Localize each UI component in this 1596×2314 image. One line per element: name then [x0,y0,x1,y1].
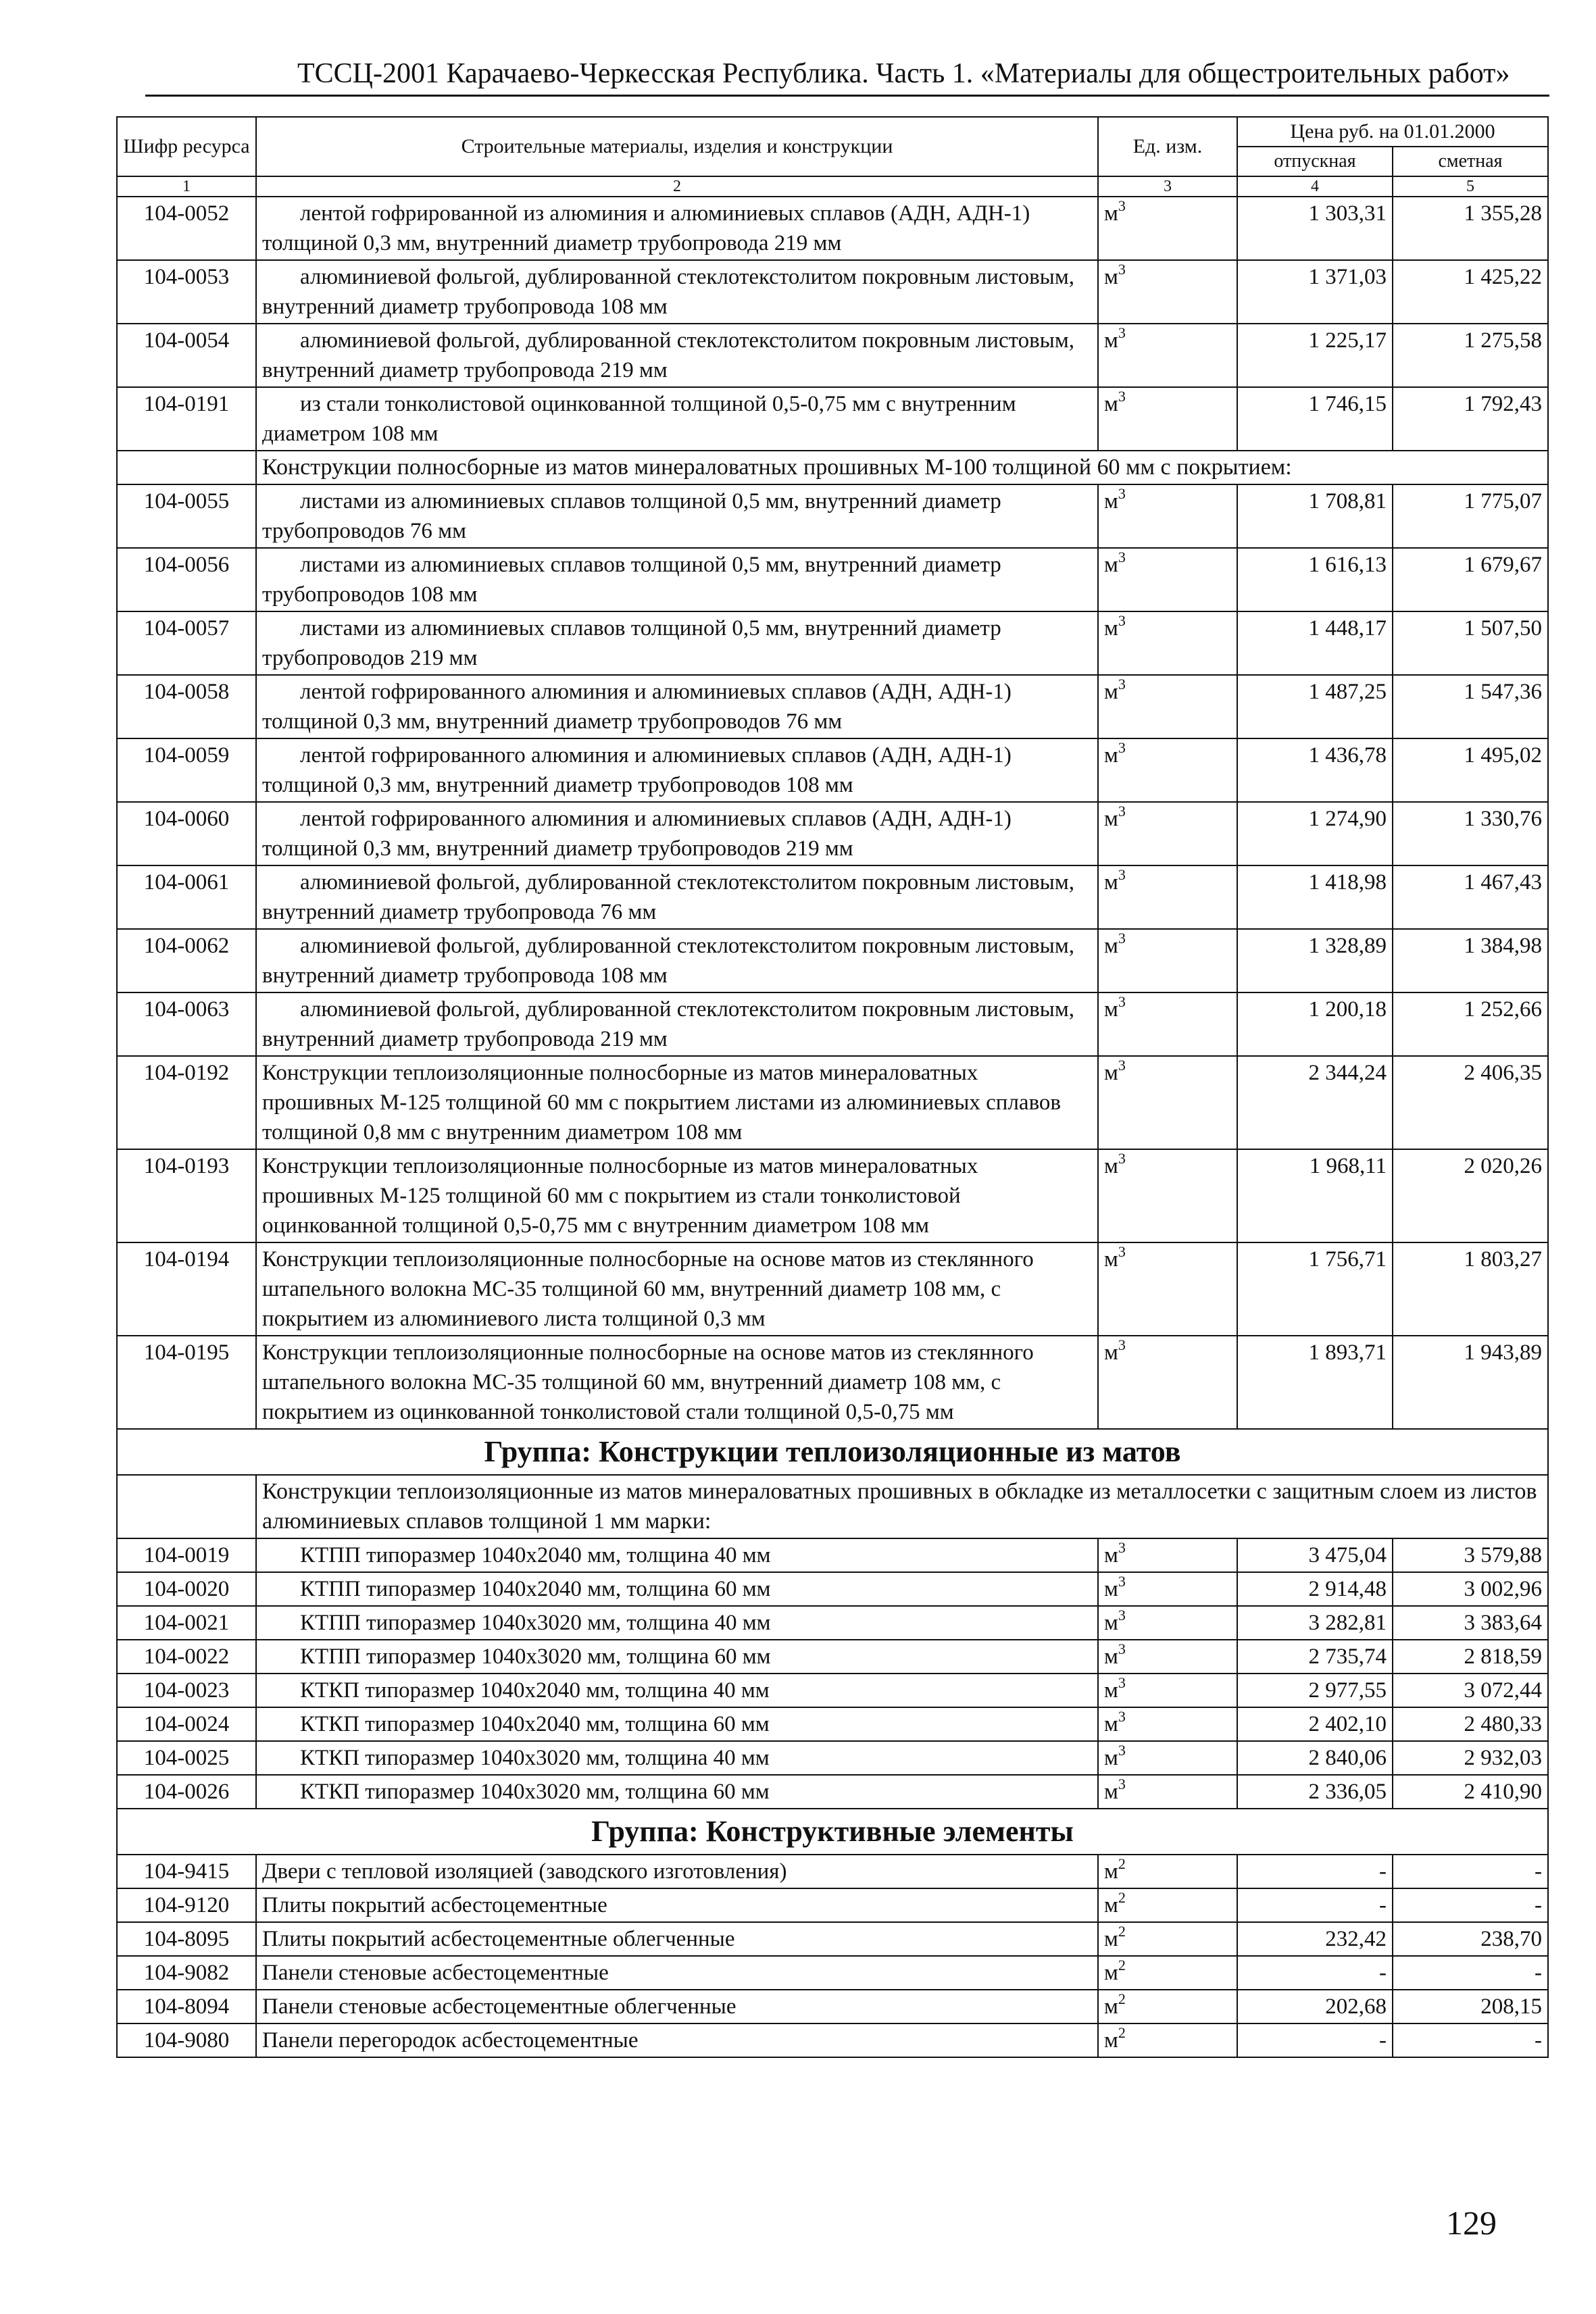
unit-label: м [1104,201,1118,226]
resource-name: КТКП типоразмер 1040х2040 мм, толщина 40 мм [256,1674,1098,1707]
release-price: 3 282,81 [1237,1606,1393,1640]
estimate-price: 1 943,89 [1393,1336,1548,1429]
table-row [117,675,1548,738]
section-code-blank [117,1475,256,1538]
group-heading: Группа: Конструктивные элементы [117,1809,1548,1855]
release-price: 3 475,04 [1237,1538,1393,1572]
resource-name: алюминиевой фольгой, дублированной стеклотекстолитом покровным листовым, внутренний диаметр трубопровода 76 мм [256,865,1098,929]
column-index: 5 [1393,176,1548,197]
unit-exponent: 3 [1118,1607,1126,1624]
unit-label: м [1104,1893,1118,1917]
unit-exponent: 3 [1118,993,1126,1010]
resource-name: листами из алюминиевых сплавов толщиной 0,5 мм, внутренний диаметр трубопроводов 108 мм [256,548,1098,611]
resource-code: 104-9120 [117,1888,256,1922]
estimate-price: 2 818,59 [1393,1640,1548,1674]
unit-label: м [1104,489,1118,513]
unit-cell [1098,802,1237,865]
table-row [117,1572,1548,1606]
table-body [117,197,1548,2057]
column-header-name: Строительные материалы, изделия и конструкции [256,117,1098,176]
estimate-price: 1 467,43 [1393,865,1548,929]
resource-name: Панели перегородок асбестоцементные [256,2023,1098,2057]
unit-label: м [1104,265,1118,289]
resource-name: листами из алюминиевых сплавов толщиной 0,5 мм, внутренний диаметр трубопроводов 219 мм [256,611,1098,675]
table-row [117,738,1548,802]
unit-exponent: 3 [1118,739,1126,756]
unit-label: м [1104,1927,1118,1951]
unit-label: м [1104,807,1118,831]
resource-name: Конструкции теплоизоляционные полносборные из матов минераловатных прошивных М-125 толщиной 60 мм с покрытием из стали тонколистовой оцинкованной толщиной 0,5-0,75 мм с внутренним диаметром 108 мм [256,1149,1098,1242]
resource-name: лентой гофрированной из алюминия и алюминиевых сплавов (АДН, АДН-1) толщиной 0,3 мм, внутренний диаметр трубопровода 219 мм [256,197,1098,260]
estimate-price: 1 330,76 [1393,802,1548,865]
table-row [117,197,1548,260]
resource-name: КТПП типоразмер 1040х2040 мм, толщина 40 мм [256,1538,1098,1572]
unit-cell [1098,548,1237,611]
estimate-price: 1 547,36 [1393,675,1548,738]
column-header-code: Шифр ресурса [117,117,256,176]
unit-exponent: 2 [1118,1990,1126,2007]
resource-code: 104-0021 [117,1606,256,1640]
section-row [117,451,1548,484]
unit-cell [1098,1775,1237,1809]
column-index: 3 [1098,176,1237,197]
unit-label: м [1104,1154,1118,1178]
table-row [117,865,1548,929]
release-price: 1 274,90 [1237,802,1393,865]
unit-exponent: 3 [1118,549,1126,565]
column-index-row [117,176,1548,197]
release-price: 2 840,06 [1237,1741,1393,1775]
unit-label: м [1104,2028,1118,2053]
estimate-price: 3 002,96 [1393,1572,1548,1606]
resource-code: 104-0062 [117,929,256,992]
unit-label: м [1104,616,1118,640]
resource-code: 104-0026 [117,1775,256,1809]
resource-name: Плиты покрытий асбестоцементные облегченные [256,1922,1098,1956]
resource-name: КТКП типоразмер 1040х3020 мм, толщина 60 мм [256,1775,1098,1809]
resource-code: 104-0060 [117,802,256,865]
table-row [117,1242,1548,1336]
release-price: 1 756,71 [1237,1242,1393,1336]
unit-exponent: 2 [1118,1889,1126,1906]
table-row [117,992,1548,1056]
unit-label: м [1104,1644,1118,1669]
page-number: 129 [1446,2204,1497,2242]
resource-code: 104-0195 [117,1336,256,1429]
unit-exponent: 3 [1118,1674,1126,1691]
unit-cell [1098,1922,1237,1956]
unit-exponent: 3 [1118,1057,1126,1074]
column-index: 1 [117,176,256,197]
estimate-price: 3 072,44 [1393,1674,1548,1707]
resource-code: 104-0056 [117,548,256,611]
release-price: - [1237,1855,1393,1888]
release-price: 1 436,78 [1237,738,1393,802]
release-price: 2 735,74 [1237,1640,1393,1674]
unit-exponent: 3 [1118,197,1126,214]
unit-exponent: 3 [1118,324,1126,341]
estimate-price: 1 775,07 [1393,484,1548,548]
table-row [117,929,1548,992]
unit-exponent: 3 [1118,1539,1126,1556]
unit-label: м [1104,1859,1118,1884]
release-price: - [1237,2023,1393,2057]
unit-exponent: 2 [1118,1855,1126,1872]
section-heading: Конструкции полносборные из матов минераловатных прошивных М-100 толщиной 60 мм с покрытием: [256,451,1548,484]
table-row [117,1956,1548,1990]
section-row [117,1475,1548,1538]
section-code-blank [117,451,256,484]
table-row [117,260,1548,324]
release-price: 1 893,71 [1237,1336,1393,1429]
estimate-price: 208,15 [1393,1990,1548,2023]
release-price: - [1237,1956,1393,1990]
table-row [117,1741,1548,1775]
unit-cell [1098,1855,1237,1888]
release-price: 1 708,81 [1237,484,1393,548]
resource-name: Плиты покрытий асбестоцементные [256,1888,1098,1922]
resource-code: 104-0053 [117,260,256,324]
resource-name: алюминиевой фольгой, дублированной стеклотекстолитом покровным листовым, внутренний диаметр трубопровода 219 мм [256,324,1098,387]
column-header-price: Цена руб. на 01.01.2000 [1237,117,1548,147]
resource-code: 104-0055 [117,484,256,548]
unit-exponent: 3 [1118,1573,1126,1590]
unit-exponent: 3 [1118,866,1126,883]
estimate-price: 238,70 [1393,1922,1548,1956]
table-row [117,1674,1548,1707]
unit-cell [1098,260,1237,324]
unit-exponent: 3 [1118,1150,1126,1167]
estimate-price: 1 679,67 [1393,548,1548,611]
table-header-row [117,117,1548,147]
unit-label: м [1104,1611,1118,1635]
release-price: 232,42 [1237,1922,1393,1956]
unit-cell [1098,1606,1237,1640]
unit-label: м [1104,1994,1118,2019]
resource-name: КТПП типоразмер 1040х3020 мм, толщина 60 мм [256,1640,1098,1674]
unit-cell [1098,387,1237,451]
unit-label: м [1104,1543,1118,1567]
unit-label: м [1104,1961,1118,1985]
unit-cell [1098,611,1237,675]
estimate-price: 3 579,88 [1393,1538,1548,1572]
estimate-price: 1 792,43 [1393,387,1548,451]
estimate-price: 2 932,03 [1393,1741,1548,1775]
resource-code: 104-0192 [117,1056,256,1149]
resource-code: 104-0058 [117,675,256,738]
unit-label: м [1104,1746,1118,1770]
unit-cell [1098,1707,1237,1741]
unit-exponent: 3 [1118,1640,1126,1657]
table-row [117,1775,1548,1809]
unit-exponent: 3 [1118,1243,1126,1260]
unit-cell [1098,1640,1237,1674]
resource-code: 104-0063 [117,992,256,1056]
release-price: 202,68 [1237,1990,1393,2023]
resource-code: 104-9080 [117,2023,256,2057]
resource-code: 104-0193 [117,1149,256,1242]
unit-cell [1098,1538,1237,1572]
resource-name: лентой гофрированного алюминия и алюминиевых сплавов (АДН, АДН-1) толщиной 0,3 мм, внутренний диаметр трубопроводов 108 мм [256,738,1098,802]
unit-cell [1098,1956,1237,1990]
table-row [117,1707,1548,1741]
unit-cell [1098,197,1237,260]
release-price: 1 225,17 [1237,324,1393,387]
resource-code: 104-8095 [117,1922,256,1956]
column-header-unit: Ед. изм. [1098,117,1237,176]
unit-label: м [1104,1061,1118,1085]
release-price: 2 336,05 [1237,1775,1393,1809]
resource-code: 104-8094 [117,1990,256,2023]
resource-code: 104-0019 [117,1538,256,1572]
release-price: 1 200,18 [1237,992,1393,1056]
unit-cell [1098,1572,1237,1606]
unit-cell [1098,1674,1237,1707]
release-price: 1 616,13 [1237,548,1393,611]
estimate-price: 1 384,98 [1393,929,1548,992]
estimate-price: - [1393,1956,1548,1990]
release-price: 2 344,24 [1237,1056,1393,1149]
table-row [117,1149,1548,1242]
release-price: 1 371,03 [1237,260,1393,324]
unit-label: м [1104,934,1118,958]
unit-cell [1098,929,1237,992]
resource-code: 104-0024 [117,1707,256,1741]
estimate-price: - [1393,2023,1548,2057]
unit-exponent: 3 [1118,1742,1126,1759]
table-row [117,1538,1548,1572]
release-price: 1 418,98 [1237,865,1393,929]
unit-label: м [1104,392,1118,416]
unit-label: м [1104,1577,1118,1601]
unit-exponent: 3 [1118,1336,1126,1353]
release-price: 1 746,15 [1237,387,1393,451]
unit-label: м [1104,1678,1118,1703]
table-row [117,484,1548,548]
unit-label: м [1104,743,1118,768]
estimate-price: 1 425,22 [1393,260,1548,324]
estimate-price: 1 252,66 [1393,992,1548,1056]
unit-exponent: 3 [1118,612,1126,629]
estimate-price: 1 355,28 [1393,197,1548,260]
unit-exponent: 2 [1118,1957,1126,1973]
resource-name: из стали тонколистовой оцинкованной толщиной 0,5-0,75 мм с внутренним диаметром 108 мм [256,387,1098,451]
unit-exponent: 2 [1118,1923,1126,1940]
resource-name: КТКП типоразмер 1040х3020 мм, толщина 40 мм [256,1741,1098,1775]
unit-exponent: 2 [1118,2024,1126,2041]
table-row [117,1606,1548,1640]
resource-code: 104-0025 [117,1741,256,1775]
unit-label: м [1104,1247,1118,1272]
resource-name: листами из алюминиевых сплавов толщиной 0,5 мм, внутренний диаметр трубопроводов 76 мм [256,484,1098,548]
resource-table [116,116,1549,2058]
release-price: 2 402,10 [1237,1707,1393,1741]
unit-cell [1098,484,1237,548]
unit-label: м [1104,1340,1118,1365]
resource-name: КТКП типоразмер 1040х2040 мм, толщина 60 мм [256,1707,1098,1741]
group-row [117,1809,1548,1855]
unit-cell [1098,1242,1237,1336]
resource-name: Конструкции теплоизоляционные полносборные из матов минераловатных прошивных М-125 толщиной 60 мм с покрытием листами из алюминиевых сплавов толщиной 0,8 мм с внутренним диаметром 108 мм [256,1056,1098,1149]
unit-cell [1098,324,1237,387]
resource-name: лентой гофрированного алюминия и алюминиевых сплавов (АДН, АДН-1) толщиной 0,3 мм, внутренний диаметр трубопроводов 76 мм [256,675,1098,738]
column-header-release-price: отпускная [1237,147,1393,176]
unit-exponent: 3 [1118,1776,1126,1792]
table-row [117,2023,1548,2057]
unit-exponent: 3 [1118,1708,1126,1725]
resource-name: алюминиевой фольгой, дублированной стеклотекстолитом покровным листовым, внутренний диаметр трубопровода 219 мм [256,992,1098,1056]
unit-exponent: 3 [1118,261,1126,278]
release-price: 2 914,48 [1237,1572,1393,1606]
estimate-price: 3 383,64 [1393,1606,1548,1640]
unit-cell [1098,992,1237,1056]
resource-code: 104-0061 [117,865,256,929]
table-row [117,1888,1548,1922]
resource-name: Панели стеновые асбестоцементные [256,1956,1098,1990]
resource-name: Конструкции теплоизоляционные полносборные на основе матов из стеклянного штапельного волокна МС-35 толщиной 60 мм, внутренний диаметр 108 мм, с покрытием из оцинкованной тонколистовой стали толщиной 0,5-0,75 мм [256,1336,1098,1429]
table-row [117,1336,1548,1429]
resource-code: 104-9415 [117,1855,256,1888]
unit-cell [1098,865,1237,929]
release-price: 2 977,55 [1237,1674,1393,1707]
column-index: 4 [1237,176,1393,197]
resource-code: 104-0052 [117,197,256,260]
estimate-price: 2 020,26 [1393,1149,1548,1242]
table-row [117,548,1548,611]
resource-name: Панели стеновые асбестоцементные облегченные [256,1990,1098,2023]
page-header: ТССЦ-2001 Карачаево-Черкесская Республика. Часть 1. «Материалы для общестроительных работ» [297,58,1510,89]
unit-label: м [1104,680,1118,704]
unit-cell [1098,1888,1237,1922]
column-header-estimate-price: сметная [1393,147,1548,176]
estimate-price: - [1393,1888,1548,1922]
unit-cell [1098,1336,1237,1429]
unit-label: м [1104,1780,1118,1804]
unit-cell [1098,1741,1237,1775]
resource-name: лентой гофрированного алюминия и алюминиевых сплавов (АДН, АДН-1) толщиной 0,3 мм, внутренний диаметр трубопроводов 219 мм [256,802,1098,865]
unit-exponent: 3 [1118,803,1126,820]
resource-code: 104-0194 [117,1242,256,1336]
table-row [117,1640,1548,1674]
unit-cell [1098,1149,1237,1242]
column-index: 2 [256,176,1098,197]
resource-name: алюминиевой фольгой, дублированной стеклотекстолитом покровным листовым, внутренний диаметр трубопровода 108 мм [256,929,1098,992]
table-row [117,324,1548,387]
unit-exponent: 3 [1118,485,1126,502]
unit-cell [1098,738,1237,802]
unit-exponent: 3 [1118,930,1126,947]
estimate-price: 1 495,02 [1393,738,1548,802]
table-row [117,611,1548,675]
resource-table-container [116,116,1547,2058]
resource-code: 104-0022 [117,1640,256,1674]
unit-cell [1098,1990,1237,2023]
resource-code: 104-0059 [117,738,256,802]
estimate-price: 2 410,90 [1393,1775,1548,1809]
estimate-price: 2 406,35 [1393,1056,1548,1149]
resource-code: 104-0054 [117,324,256,387]
release-price: 1 328,89 [1237,929,1393,992]
unit-label: м [1104,1712,1118,1736]
resource-code: 104-9082 [117,1956,256,1990]
table-row [117,1056,1548,1149]
resource-name: Двери с тепловой изоляцией (заводского изготовления) [256,1855,1098,1888]
release-price: 1 968,11 [1237,1149,1393,1242]
section-heading: Конструкции теплоизоляционные из матов минераловатных прошивных в обкладке из металлосетки с защитным слоем из листов алюминиевых сплавов толщиной 1 мм марки: [256,1475,1548,1538]
table-row [117,802,1548,865]
estimate-price: - [1393,1855,1548,1888]
release-price: 1 487,25 [1237,675,1393,738]
group-row [117,1429,1548,1475]
unit-exponent: 3 [1118,388,1126,405]
resource-code: 104-0057 [117,611,256,675]
release-price: 1 303,31 [1237,197,1393,260]
table-row [117,387,1548,451]
estimate-price: 1 507,50 [1393,611,1548,675]
group-heading: Группа: Конструкции теплоизоляционные из матов [117,1429,1548,1475]
estimate-price: 2 480,33 [1393,1707,1548,1741]
table-row [117,1990,1548,2023]
unit-cell [1098,2023,1237,2057]
unit-label: м [1104,328,1118,353]
table-row [117,1855,1548,1888]
unit-label: м [1104,553,1118,577]
release-price: 1 448,17 [1237,611,1393,675]
unit-cell [1098,1056,1237,1149]
unit-label: м [1104,870,1118,895]
resource-code: 104-0020 [117,1572,256,1606]
resource-name: алюминиевой фольгой, дублированной стеклотекстолитом покровным листовым, внутренний диаметр трубопровода 108 мм [256,260,1098,324]
resource-name: КТПП типоразмер 1040х2040 мм, толщина 60 мм [256,1572,1098,1606]
unit-label: м [1104,997,1118,1022]
resource-name: КТПП типоразмер 1040х3020 мм, толщина 40 мм [256,1606,1098,1640]
estimate-price: 1 275,58 [1393,324,1548,387]
resource-code: 104-0023 [117,1674,256,1707]
release-price: - [1237,1888,1393,1922]
resource-code: 104-0191 [117,387,256,451]
unit-cell [1098,675,1237,738]
table-row [117,1922,1548,1956]
resource-name: Конструкции теплоизоляционные полносборные на основе матов из стеклянного штапельного волокна МС-35 толщиной 60 мм, внутренний диаметр 108 мм, с покрытием из алюминиевого листа толщиной 0,3 мм [256,1242,1098,1336]
estimate-price: 1 803,27 [1393,1242,1548,1336]
unit-exponent: 3 [1118,676,1126,693]
header-rule [145,95,1549,97]
